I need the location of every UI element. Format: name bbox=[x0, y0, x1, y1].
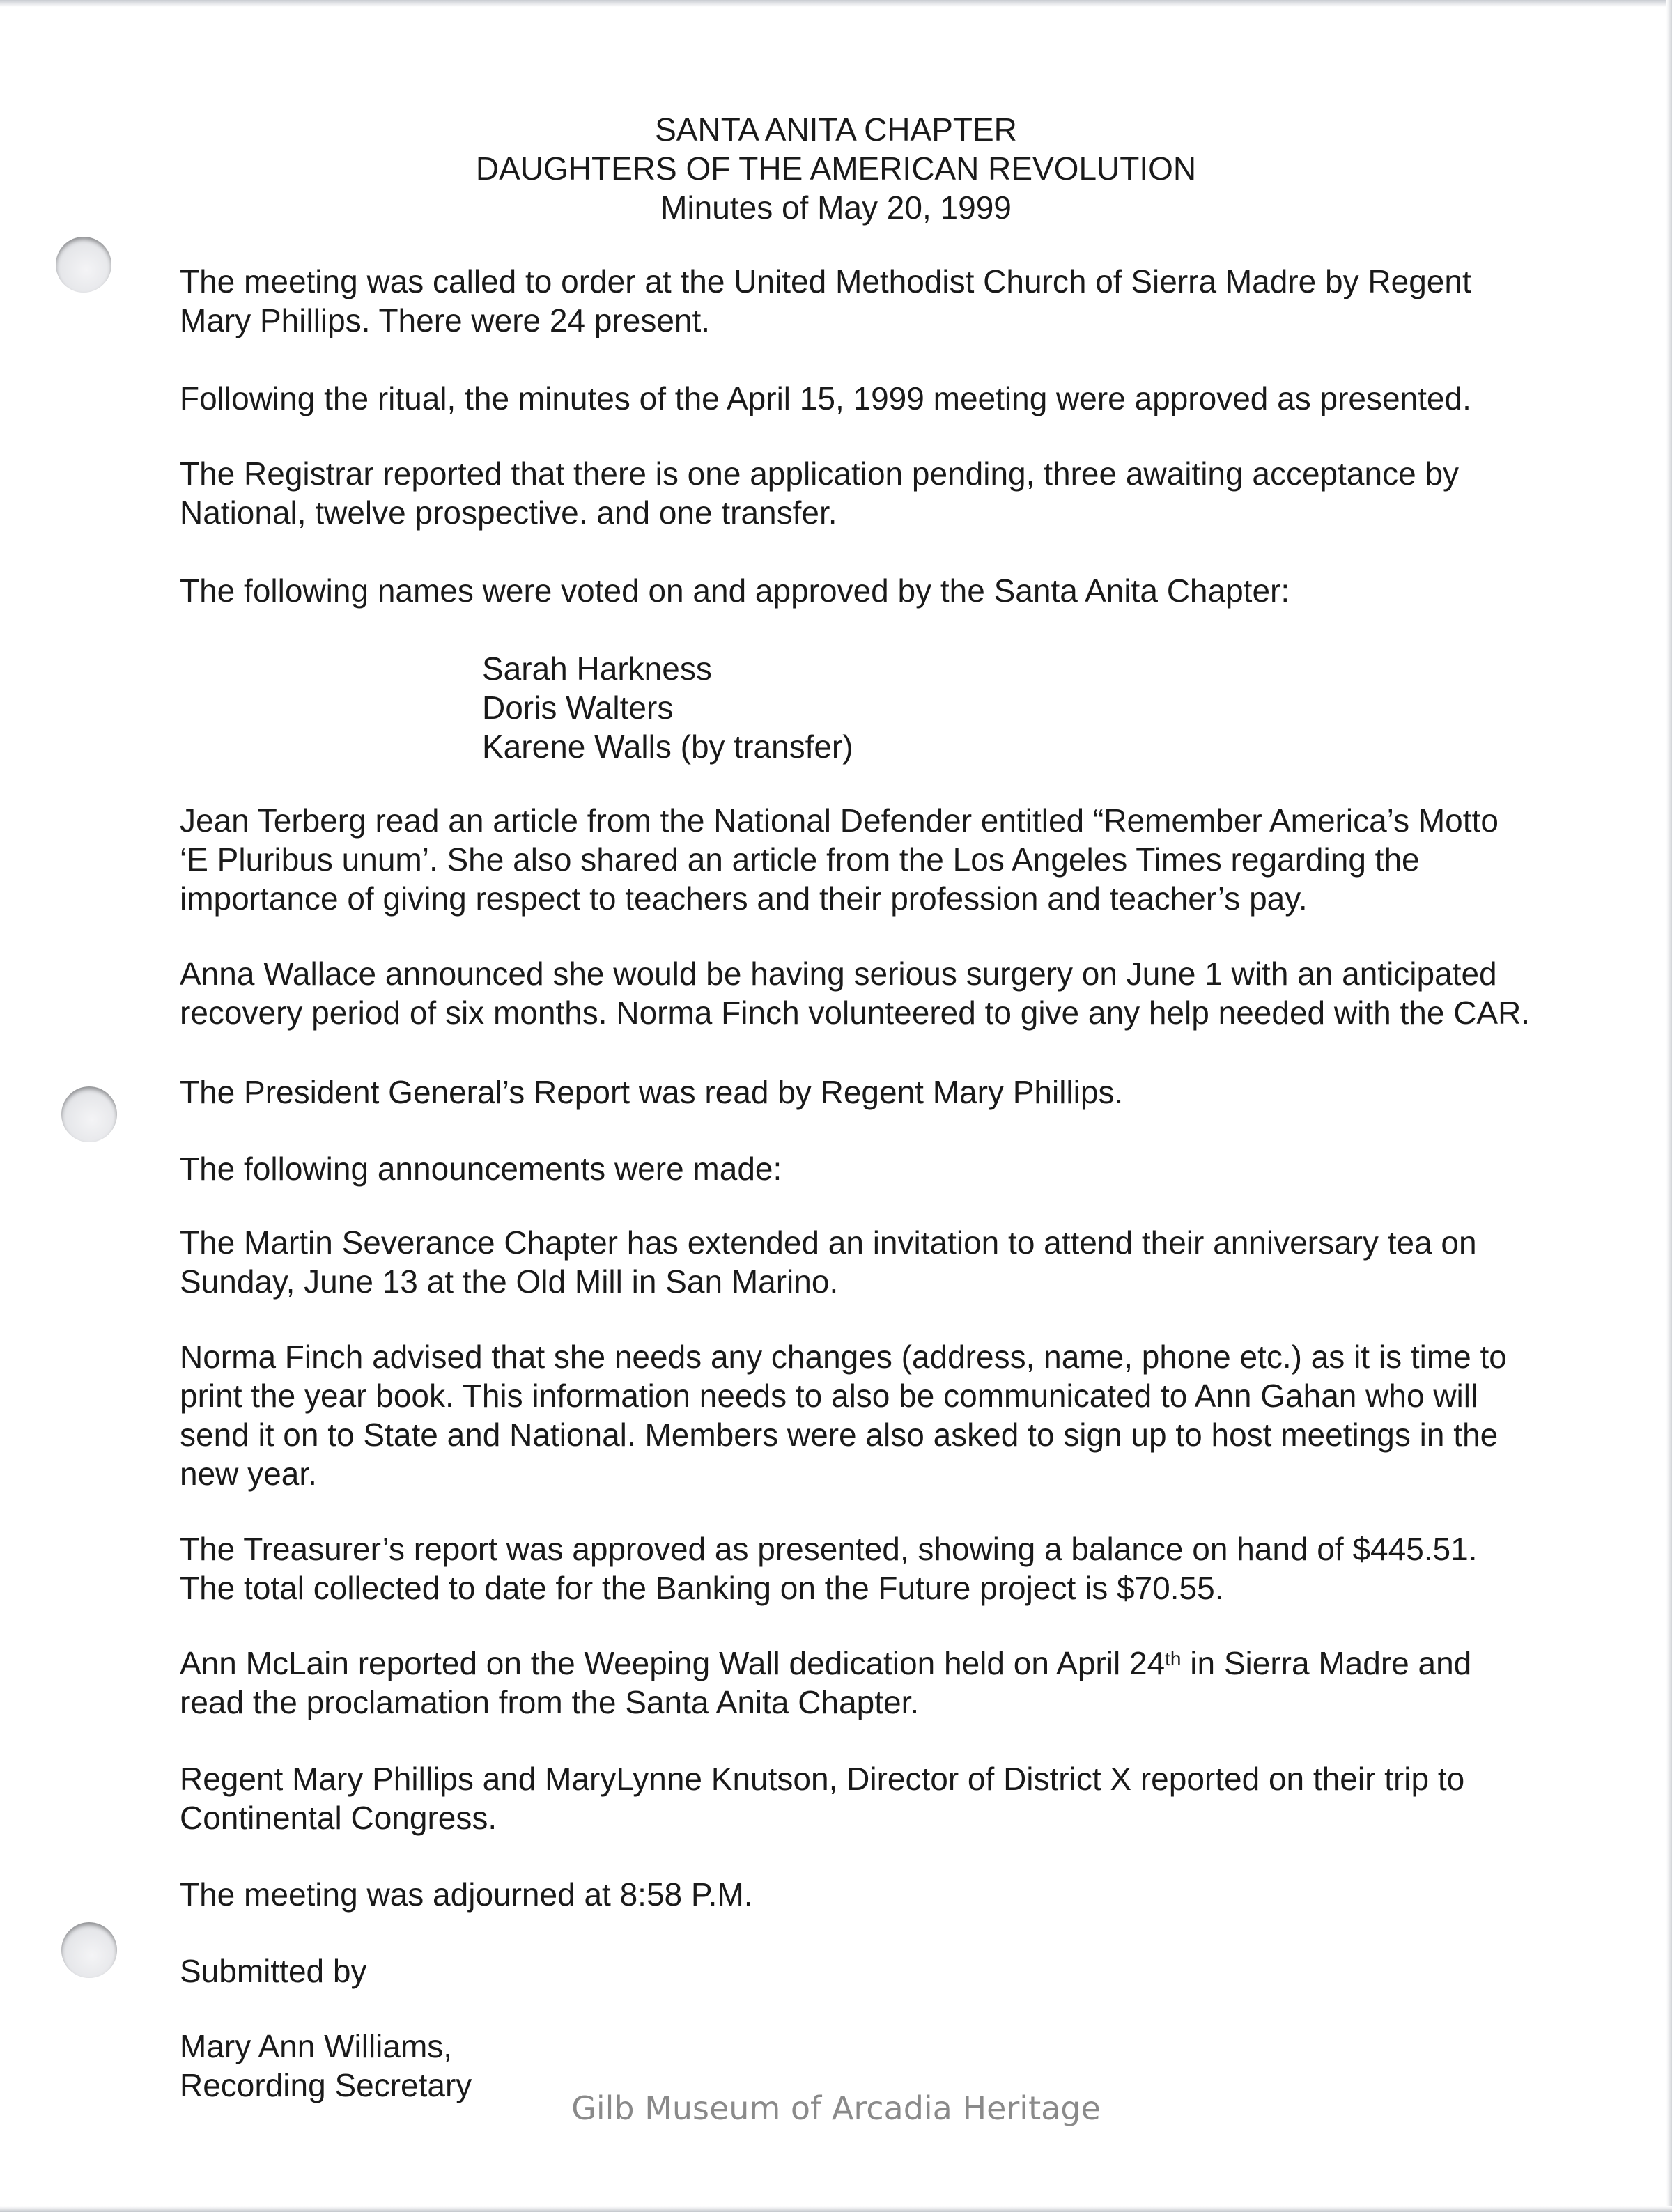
list-item: Doris Walters bbox=[482, 690, 674, 726]
paragraph-terberg bbox=[180, 801, 1615, 918]
text-line: Norma Finch advised that she needs any changes (address, name, phone etc.) as it is time to bbox=[180, 1339, 1507, 1375]
text-line: Anna Wallace announced she would be having serious surgery on June 1 with an anticipated bbox=[180, 956, 1497, 992]
page-edge-top bbox=[0, 0, 1672, 7]
list-item: Sarah Harkness bbox=[482, 651, 712, 687]
watermark: Gilb Museum of Arcadia Heritage bbox=[571, 2089, 1101, 2127]
text-line: Regent Mary Phillips and MaryLynne Knutson, Director of District X reported on their trip to bbox=[180, 1761, 1465, 1797]
paragraph-submitted-by bbox=[180, 1952, 1615, 1991]
punch-hole-top bbox=[56, 237, 111, 293]
page-edge-bottom bbox=[0, 2206, 1672, 2212]
text-line: The Registrar reported that there is one application pending, three awaiting acceptance by bbox=[180, 455, 1460, 492]
approved-names-list bbox=[482, 649, 853, 766]
signature-name: Mary Ann Williams, bbox=[180, 2028, 453, 2064]
text-line: The following announcements were made: bbox=[180, 1151, 782, 1187]
paragraph-names-intro bbox=[180, 571, 1615, 610]
signature-title: Recording Secretary bbox=[180, 2067, 472, 2103]
paragraph-adjourned bbox=[180, 1875, 1615, 1914]
text-line: The total collected to date for the Banking on the Future project is $70.55. bbox=[180, 1570, 1224, 1606]
text-line: Following the ritual, the minutes of the April 15, 1999 meeting were approved as presented. bbox=[180, 380, 1471, 416]
text-line: The meeting was adjourned at 8:58 P.M. bbox=[180, 1876, 753, 1913]
text-line: new year. bbox=[180, 1456, 317, 1492]
text-line: Mary Phillips. There were 24 present. bbox=[180, 302, 711, 338]
mclain-text-end: in Sierra Madre and bbox=[1181, 1645, 1472, 1681]
punch-hole-middle bbox=[61, 1086, 117, 1142]
text-line: send it on to State and National. Members were also asked to sign up to host meetings in the bbox=[180, 1417, 1499, 1453]
paragraph-announcements-intro bbox=[180, 1149, 1615, 1188]
text-line: Submitted by bbox=[180, 1953, 367, 1989]
paragraph-registrar bbox=[180, 454, 1615, 532]
text-line: read the proclamation from the Santa Anita Chapter. bbox=[180, 1684, 920, 1720]
text-line: ‘E Pluribus unum’. She also shared an article from the Los Angeles Times regarding the bbox=[180, 841, 1420, 878]
text-line bbox=[180, 1644, 1615, 1683]
document-header bbox=[0, 110, 1672, 227]
text-line: importance of giving respect to teachers and their profession and teacher’s pay. bbox=[180, 880, 1308, 917]
paragraph-treasurer bbox=[180, 1529, 1615, 1607]
paragraph-wallace bbox=[180, 954, 1615, 1032]
text-line: The Martin Severance Chapter has extended an invitation to attend their anniversary tea on bbox=[180, 1224, 1477, 1261]
text-line: The meeting was called to order at the United Methodist Church of Sierra Madre by Regent bbox=[180, 263, 1471, 299]
page-edge-right bbox=[1666, 0, 1672, 2212]
paragraph-mclain bbox=[180, 1644, 1615, 1722]
paragraph-martin-severance bbox=[180, 1223, 1615, 1301]
header-date: Minutes of May 20, 1999 bbox=[660, 189, 1012, 226]
text-line: recovery period of six months. Norma Finch volunteered to give any help needed with the CAR. bbox=[180, 995, 1531, 1031]
header-chapter: SANTA ANITA CHAPTER bbox=[655, 111, 1017, 148]
text-line: Sunday, June 13 at the Old Mill in San Marino. bbox=[180, 1263, 839, 1300]
text-line: National, twelve prospective. and one transfer. bbox=[180, 494, 837, 531]
punch-hole-bottom bbox=[61, 1922, 117, 1978]
paragraph-president-general bbox=[180, 1073, 1615, 1112]
text-line: Continental Congress. bbox=[180, 1800, 497, 1836]
paragraph-call-to-order bbox=[180, 262, 1615, 340]
header-organization: DAUGHTERS OF THE AMERICAN REVOLUTION bbox=[475, 150, 1197, 187]
list-item: Karene Walls (by transfer) bbox=[482, 729, 853, 765]
text-line: Jean Terberg read an article from the National Defender entitled “Remember America’s Motto bbox=[180, 802, 1499, 839]
text-line: The following names were voted on and approved by the Santa Anita Chapter: bbox=[180, 573, 1290, 609]
ordinal-suffix: th bbox=[1165, 1648, 1182, 1669]
paragraph-ritual bbox=[180, 379, 1615, 418]
paragraph-congress bbox=[180, 1759, 1615, 1837]
text-line: The President General’s Report was read by Regent Mary Phillips. bbox=[180, 1074, 1124, 1110]
paragraph-norma-finch bbox=[180, 1337, 1615, 1493]
mclain-text-start: Ann McLain reported on the Weeping Wall dedication held on April 24 bbox=[180, 1645, 1166, 1681]
text-line: The Treasurer’s report was approved as presented, showing a balance on hand of $445.51. bbox=[180, 1531, 1478, 1567]
text-line: print the year book. This information needs to also be communicated to Ann Gahan who will bbox=[180, 1378, 1478, 1414]
